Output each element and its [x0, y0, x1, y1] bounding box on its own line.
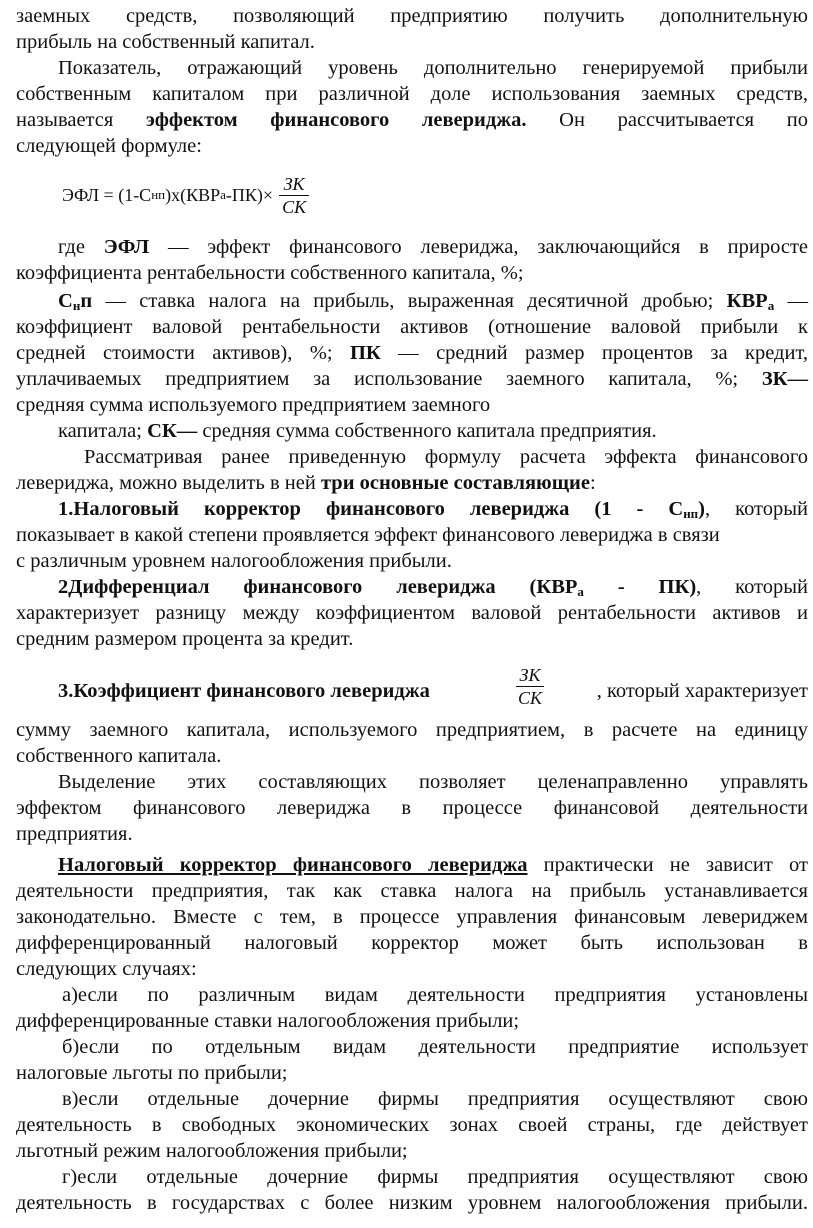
text-line: деятельность в свободных экономических зонах своей страны, где действует — [16, 1114, 808, 1136]
text-line: предприятия. — [16, 823, 133, 845]
term-bold: эффектом финансового левериджа. — [145, 109, 527, 131]
text-line: Выделение этих составляющих позволяет целенаправленно управлять — [58, 771, 808, 793]
text-line: коэффициент валовой рентабельности активов (отношение валовой прибыли к — [16, 316, 808, 338]
text-line: где ЭФЛ — эффект финансового левериджа, заключающийся в приросте — [58, 236, 809, 258]
text-line: заемных средств, позволяющий предприятию получить дополнительную — [16, 5, 808, 27]
text-line: коэффициента рентабельности собственного капитала, %; — [16, 262, 524, 284]
list-item: а)если по различным видам деятельности предприятия установлены — [62, 984, 808, 1006]
list-item: в)если отдельные дочерние фирмы предприятия осуществляют свою — [62, 1088, 808, 1110]
text-line: Рассматривая ранее приведенную формулу расчета эффекта финансового — [84, 446, 808, 468]
text-line: деятельности предприятия, так как ставка налога на прибыль устанавливается — [16, 880, 808, 902]
text-line: законодательно. Вместе с тем, в процессе управления финансовым левериджем — [16, 906, 808, 928]
text-line: 3.Коэффициент финансового левериджа — [58, 680, 430, 702]
text-line: характеризует разницу между коэффициентом валовой рентабельности активов и — [16, 602, 808, 624]
text-line: деятельность в государствах с более низким уровнем налогообложения прибыли. — [16, 1192, 808, 1214]
text-line: эффектом финансового левериджа в процессе финансовой деятельности — [16, 797, 808, 819]
text-line: с различным уровнем налогообложения прибыли. — [16, 550, 452, 572]
text-line: следующей формуле: — [16, 135, 202, 157]
text-line: средняя сумма используемого предприятием заемного — [16, 394, 491, 416]
text-line: средней стоимости активов), %; ПК — средний размер процентов за кредит, — [16, 342, 809, 364]
underlined-heading: Налоговый корректор финансового левериджа — [58, 854, 528, 876]
text-line: 1.Налоговый корректор финансового левериджа $(1 - С_{нп})$, который — [58, 498, 808, 521]
text-line: собственного капитала. — [16, 745, 222, 767]
text-line: Налоговый корректор финансового левериджа практически не зависит от — [58, 854, 808, 876]
text-line: налоговые льготы по прибыли; — [16, 1062, 288, 1084]
text-line: льготный режим налогообложения прибыли; — [16, 1140, 408, 1162]
text-line: уплачиваемых предприятием за использование заемного капитала, %; ЗК— — [16, 368, 809, 390]
leverage-ratio-fraction: ЗК СК — [518, 665, 542, 708]
list-item: г)если отдельные дочерние фирмы предприятия осуществляют свою — [62, 1166, 808, 1188]
text-line: следующих случаях: — [16, 958, 197, 980]
text-line: называется эффектом финансового левериджа. Он рассчитывается по — [16, 109, 808, 131]
text-line: дифференцированный налоговый корректор может быть использован в — [16, 932, 808, 954]
text-line: , который характеризует — [596, 680, 808, 702]
text-line: капитала; СК— средняя сумма собственного капитала предприятия. — [58, 420, 657, 442]
text-line: прибыль на собственный капитал. — [16, 31, 315, 53]
list-item: б)если по отдельным видам деятельности предприятие использует — [62, 1036, 808, 1058]
text-line: дифференцированные ставки налогообложения прибыли; — [16, 1010, 520, 1032]
text-line: Показатель, отражающий уровень дополнительно генерируемой прибыли — [58, 57, 808, 79]
text-line: собственным капиталом при различной доле использования заемных средств, — [16, 83, 808, 105]
formula-efl: ЭФЛ = (1-С нп )х(КВР а -ПК)× $\frac{ЗК}{СК}$ — [62, 167, 309, 223]
text-line: 2Дифференциал финансового левериджа $(КВР_а - ПК)$, который — [58, 576, 808, 599]
formula-fraction: $\frac{ЗК}{СК}$ — [279, 173, 309, 218]
text-line: показывает в какой степени проявляется эффект финансового левериджа в связи — [16, 524, 720, 546]
text-line: средним размером процента за кредит. — [16, 628, 354, 650]
text-line: $С_нп$ — ставка налога на прибыль, выраженная десятичной дробью; $КВР_а$ — — [58, 290, 809, 313]
text-line: сумму заемного капитала, используемого предприятием, в расчете на единицу — [16, 719, 808, 741]
text-line: левериджа, можно выделить в ней три основные составляющие: — [16, 472, 596, 494]
